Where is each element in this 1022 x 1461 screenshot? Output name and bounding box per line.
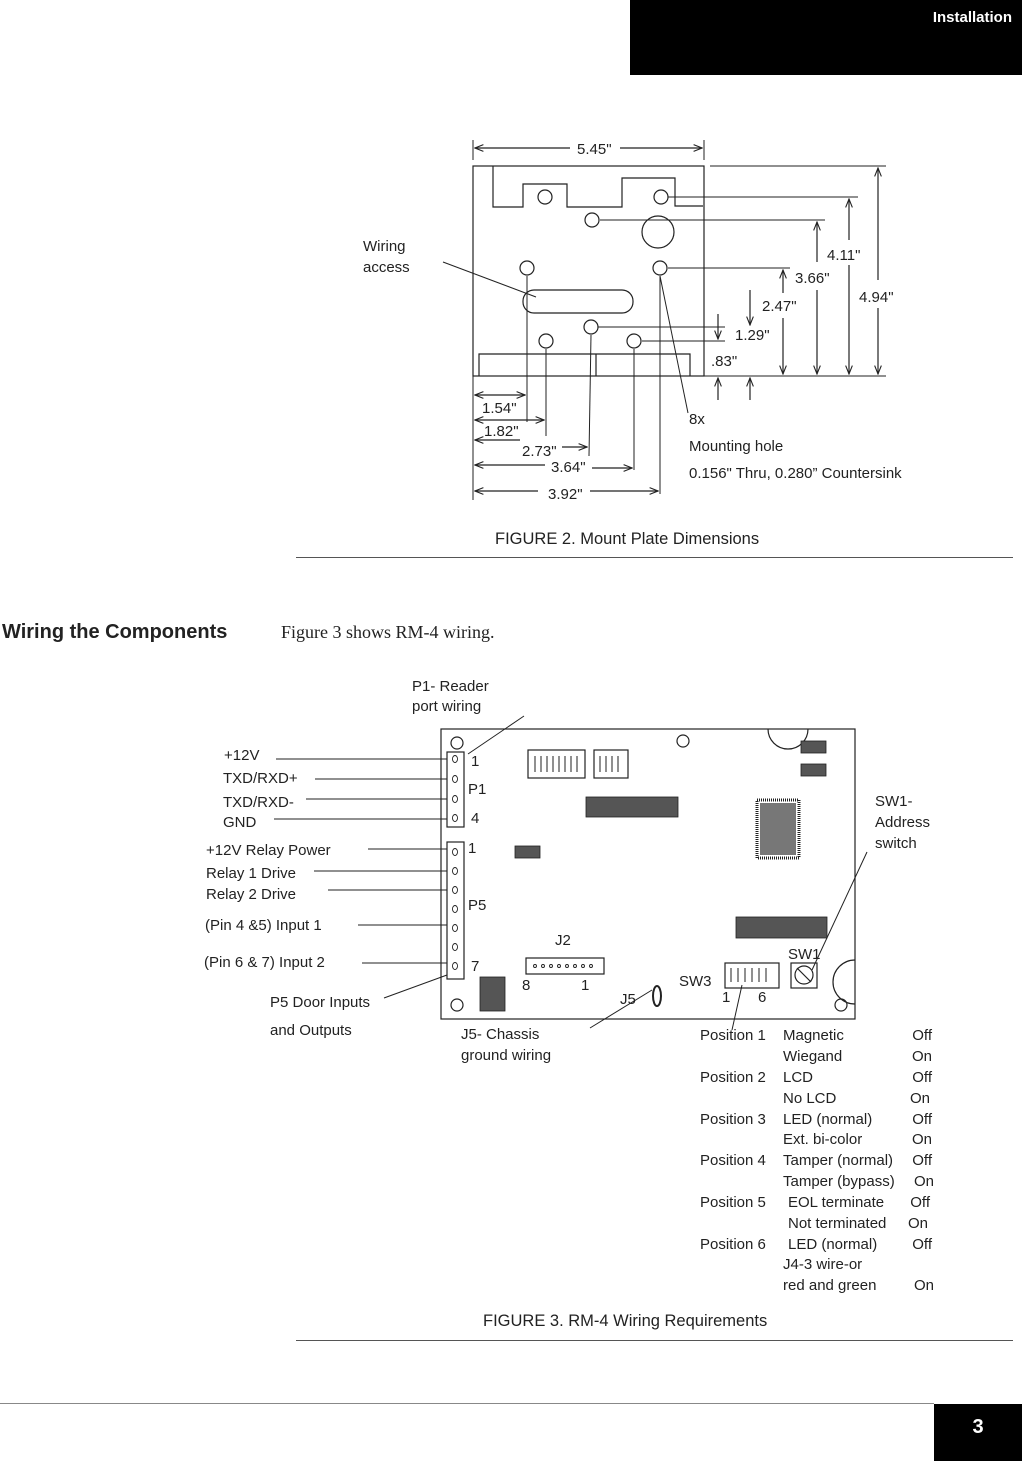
position-1-value-a: Off — [912, 1027, 932, 1044]
figure-3-rule — [296, 1340, 1013, 1341]
mounting-hole — [539, 334, 553, 348]
p5-label: P5 — [468, 897, 487, 914]
section-title: Wiring the Components — [2, 621, 228, 643]
p1-label-gnd: GND — [223, 814, 257, 831]
sw1-label: SW1 — [788, 946, 821, 963]
p5-label-input-1: (Pin 4 &5) Input 1 — [205, 917, 322, 934]
wiring-access-label-1: Wiring — [363, 238, 406, 255]
position-2-value-a: Off — [912, 1069, 932, 1086]
j5-callout-1: J5- Chassis — [461, 1026, 540, 1043]
wiring-slot — [523, 290, 633, 313]
position-5-setting-a: EOL terminate — [788, 1194, 885, 1211]
sw3-pin-left: 1 — [722, 989, 731, 1006]
position-5-label: Position 5 — [700, 1194, 766, 1211]
bottom-cutout — [479, 354, 690, 376]
position-6-value-a: Off — [912, 1236, 932, 1253]
dim-2-73: 2.73" — [522, 443, 557, 460]
p1-label-12v: +12V — [224, 747, 260, 764]
dim-1-82: 1.82" — [484, 423, 519, 440]
p5-pin-first: 1 — [468, 840, 477, 857]
sw3-callout-leader — [732, 985, 742, 1030]
dip-switch-pack — [528, 750, 585, 778]
mounting-hole — [627, 334, 641, 348]
j2-label: J2 — [555, 932, 571, 949]
board-outline — [441, 729, 855, 1019]
position-3-setting-a: LED (normal) — [783, 1111, 873, 1128]
position-6-setting-c: red and green — [783, 1277, 877, 1294]
section-text: Figure 3 shows RM-4 wiring. — [281, 622, 495, 642]
p5-label-relay-2: Relay 2 Drive — [206, 886, 297, 903]
mount-plate-diagram — [0, 0, 1022, 530]
j5-ground-lug — [653, 986, 661, 1006]
mount-hole-count: 8x — [689, 411, 705, 428]
sw3-label: SW3 — [679, 973, 712, 990]
position-4-setting-b: Tamper (bypass) — [783, 1173, 895, 1190]
position-6-value-c: On — [913, 1277, 934, 1294]
dim-4-11: 4.11" — [827, 247, 861, 264]
wiring-access-label-2: access — [363, 259, 410, 276]
p5-pin-last: 7 — [471, 958, 480, 975]
small-component — [515, 846, 540, 858]
p5-label-input-2: (Pin 6 & 7) Input 2 — [204, 954, 325, 971]
board-hole — [451, 999, 463, 1011]
p5-callout-2: and Outputs — [270, 1022, 352, 1039]
position-3-value-a: Off — [912, 1111, 932, 1128]
position-2-label: Position 2 — [700, 1069, 766, 1086]
p1-pin-last: 4 — [471, 810, 480, 827]
p1-connector — [447, 752, 464, 827]
large-hole — [642, 216, 674, 248]
dim-4-94: 4.94" — [859, 289, 894, 306]
p1-callout-2: port wiring — [412, 698, 482, 715]
position-6-setting-b: J4-3 wire-or — [783, 1256, 863, 1273]
dip-switch-pack — [594, 750, 628, 778]
mounting-hole — [654, 190, 668, 204]
mounting-hole — [538, 190, 552, 204]
mounting-hole — [584, 320, 598, 334]
mounting-hole — [585, 213, 599, 227]
position-3-label: Position 3 — [700, 1111, 766, 1128]
dim-1-54: 1.54" — [482, 400, 517, 417]
board-hole — [677, 735, 689, 747]
j5-label: J5 — [620, 991, 636, 1008]
p1-label-txd-minus: TXD/RXD- — [223, 794, 294, 811]
position-1-setting-a: Magnetic — [783, 1027, 844, 1044]
wiring-diagram — [0, 660, 1022, 1310]
p5-callout-1: P5 Door Inputs — [270, 994, 371, 1011]
position-1-value-b: On — [911, 1048, 932, 1065]
position-5-value-a: Off — [910, 1194, 930, 1211]
p5-connector — [447, 842, 464, 979]
p1-pin-first: 1 — [471, 753, 480, 770]
position-6-setting-a: LED (normal) — [788, 1236, 878, 1253]
j2-pin-left: 8 — [522, 977, 531, 994]
position-3-value-b: On — [911, 1131, 932, 1148]
figure-3-caption: FIGURE 3. RM-4 Wiring Requirements — [483, 1312, 768, 1330]
page-number-badge — [934, 1404, 1022, 1461]
figure-2-rule — [296, 557, 1013, 558]
dim-2-47: 2.47" — [762, 298, 797, 315]
mount-hole-spec: 0.156" Thru, 0.280” Countersink — [689, 465, 902, 482]
mounting-hole — [520, 261, 534, 275]
position-2-value-b: On — [909, 1090, 930, 1107]
p5-label-relay-1: Relay 1 Drive — [206, 865, 297, 882]
wiring-access-leader — [443, 262, 536, 297]
position-4-setting-a: Tamper (normal) — [783, 1152, 894, 1169]
position-6-label: Position 6 — [700, 1236, 766, 1253]
mounting-hole — [653, 261, 667, 275]
board-hole — [451, 737, 463, 749]
position-1-label: Position 1 — [700, 1027, 766, 1044]
header-section-title: Installation — [932, 9, 1012, 26]
footer-rule — [0, 1403, 934, 1404]
sw3-pin-right: 6 — [758, 989, 767, 1006]
position-2-setting-b: No LCD — [783, 1090, 837, 1107]
board-hole — [835, 999, 847, 1011]
dim-3-64: 3.64" — [551, 459, 586, 476]
p1-label-txd-plus: TXD/RXD+ — [223, 770, 298, 787]
small-component — [801, 764, 826, 776]
position-5-value-b: On — [907, 1215, 928, 1232]
dim-3-92: 3.92" — [548, 486, 583, 503]
p1-callout-1: P1- Reader — [412, 678, 489, 695]
position-5-setting-b: Not terminated — [788, 1215, 887, 1232]
small-component — [480, 977, 505, 1011]
j2-pin-right: 1 — [581, 977, 590, 994]
position-4-value-b: On — [913, 1173, 934, 1190]
dim-1-29: 1.29" — [735, 327, 770, 344]
mount-hole-leader — [660, 276, 688, 413]
position-4-value-a: Off — [912, 1152, 932, 1169]
dim-0-83: .83" — [711, 353, 738, 370]
p5-callout-leader — [384, 975, 447, 998]
p1-label: P1 — [468, 781, 487, 798]
page-number: 3 — [972, 1416, 984, 1438]
j5-callout-2: ground wiring — [461, 1047, 552, 1064]
position-2-setting-a: LCD — [783, 1069, 814, 1086]
position-3-setting-b: Ext. bi-color — [783, 1131, 863, 1148]
ic-chip — [586, 797, 678, 817]
p5-label-relay-power: +12V Relay Power — [206, 842, 331, 859]
board-notch — [833, 960, 855, 1004]
dim-width: 5.45" — [577, 141, 612, 158]
mount-hole-label: Mounting hole — [689, 438, 784, 455]
top-cutout — [493, 166, 703, 207]
sw1-callout-2: Address — [875, 814, 931, 831]
small-component — [801, 741, 826, 753]
sw1-callout-3: switch — [875, 835, 917, 852]
position-1-setting-b: Wiegand — [783, 1048, 843, 1065]
position-4-label: Position 4 — [700, 1152, 766, 1169]
p1-callout-leader — [468, 716, 524, 754]
sw1-callout-1: SW1- — [875, 793, 913, 810]
sw3-position-table — [700, 1027, 934, 1294]
ic-chip — [736, 917, 827, 938]
figure-2-caption: FIGURE 2. Mount Plate Dimensions — [495, 530, 760, 548]
dim-3-66: 3.66" — [795, 270, 830, 287]
